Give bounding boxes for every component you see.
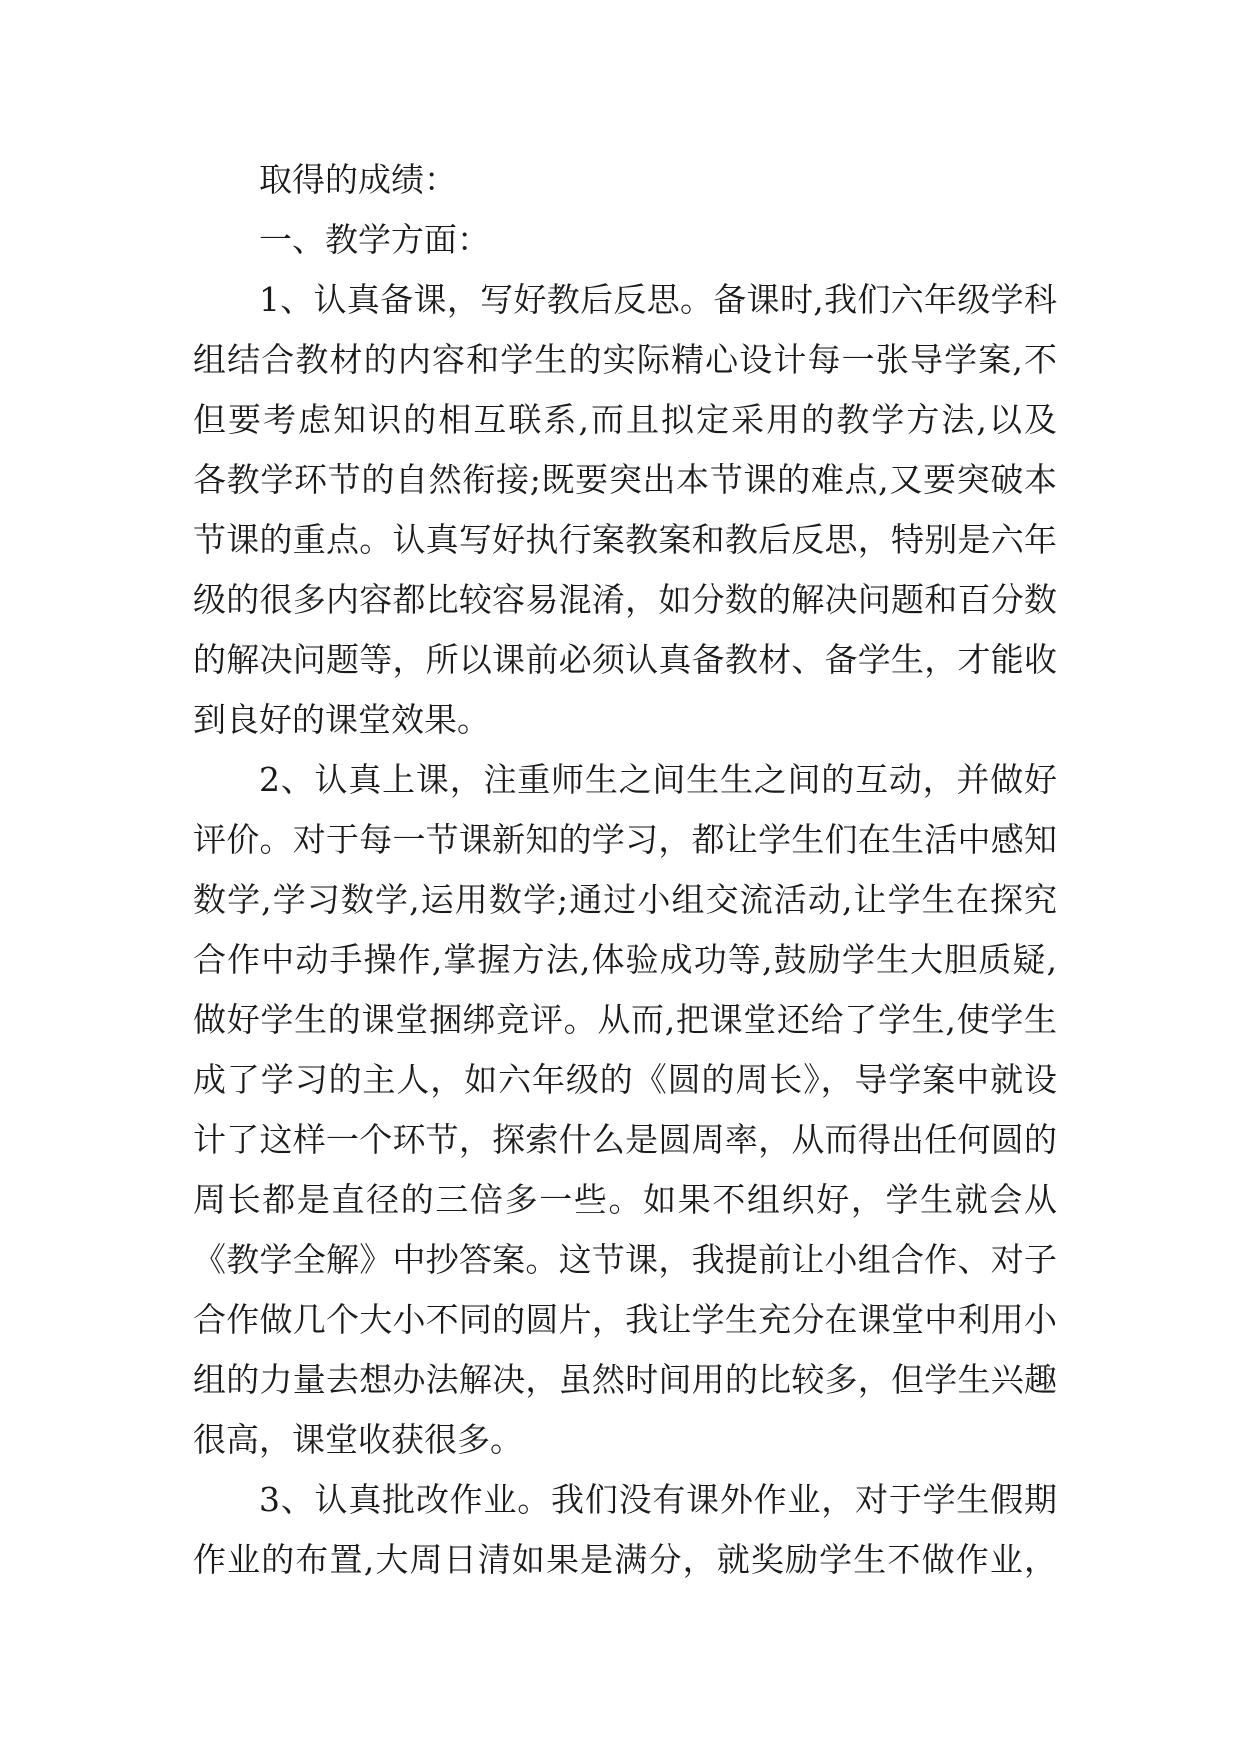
paragraph-3-line: 作业的布置,大周日清如果是满分，就奖励学生不做作业， xyxy=(193,1540,1057,1579)
paragraph-2-line: 《教学全解》中抄答案。这节课，我提前让小组合作、对子 xyxy=(193,1240,1057,1279)
paragraph-1-line: 组结合教材的内容和学生的实际精心设计每一张导学案,不 xyxy=(193,340,1057,379)
paragraph-2-line: 周长都是直径的三倍多一些。如果不组织好，学生就会从 xyxy=(193,1180,1057,1219)
paragraph-2-line: 2、认真上课，注重师生之间生生之间的互动，并做好 xyxy=(259,760,1057,799)
paragraph-1-line: 的解决问题等，所以课前必须认真备教材、备学生，才能收 xyxy=(193,640,1057,679)
heading-achievements: 取得的成绩： xyxy=(259,160,457,199)
paragraph-3-line: 3、认真批改作业。我们没有课外作业，对于学生假期 xyxy=(259,1480,1057,1519)
paragraph-1-line: 节课的重点。认真写好执行案教案和教后反思，特别是六年 xyxy=(193,520,1057,559)
paragraph-1-line: 但要考虑知识的相互联系,而且拟定采用的教学方法,以及 xyxy=(193,400,1057,439)
section-title: 一、教学方面： xyxy=(259,220,490,259)
paragraph-2-line: 合作做几个大小不同的圆片，我让学生充分在课堂中利用小 xyxy=(193,1300,1057,1339)
paragraph-2-line: 成了学习的主人，如六年级的《圆的周长》，导学案中就设 xyxy=(193,1060,1057,1099)
paragraph-1-line: 各教学环节的自然衔接;既要突出本节课的难点,又要突破本 xyxy=(193,460,1057,499)
paragraph-2-line: 组的力量去想办法解决，虽然时间用的比较多，但学生兴趣 xyxy=(193,1360,1057,1399)
paragraph-2-line: 数学,学习数学,运用数学;通过小组交流活动,让学生在探究 xyxy=(193,880,1057,919)
paragraph-2-line: 合作中动手操作,掌握方法,体验成功等,鼓励学生大胆质疑, xyxy=(193,940,1057,979)
document-page xyxy=(193,150,1057,1590)
paragraph-2-line: 评价。对于每一节课新知的学习，都让学生们在生活中感知 xyxy=(193,820,1057,859)
paragraph-1-line: 到良好的课堂效果。 xyxy=(193,700,490,739)
paragraph-1-line: 1、认真备课，写好教后反思。备课时,我们六年级学科 xyxy=(259,280,1057,319)
paragraph-2-line: 很高，课堂收获很多。 xyxy=(193,1420,523,1459)
paragraph-1-line: 级的很多内容都比较容易混淆，如分数的解决问题和百分数 xyxy=(193,580,1057,619)
paragraph-2-line: 做好学生的课堂捆绑竞评。从而,把课堂还给了学生,使学生 xyxy=(193,1000,1057,1039)
paragraph-2-line: 计了这样一个环节，探索什么是圆周率，从而得出任何圆的 xyxy=(193,1120,1057,1159)
